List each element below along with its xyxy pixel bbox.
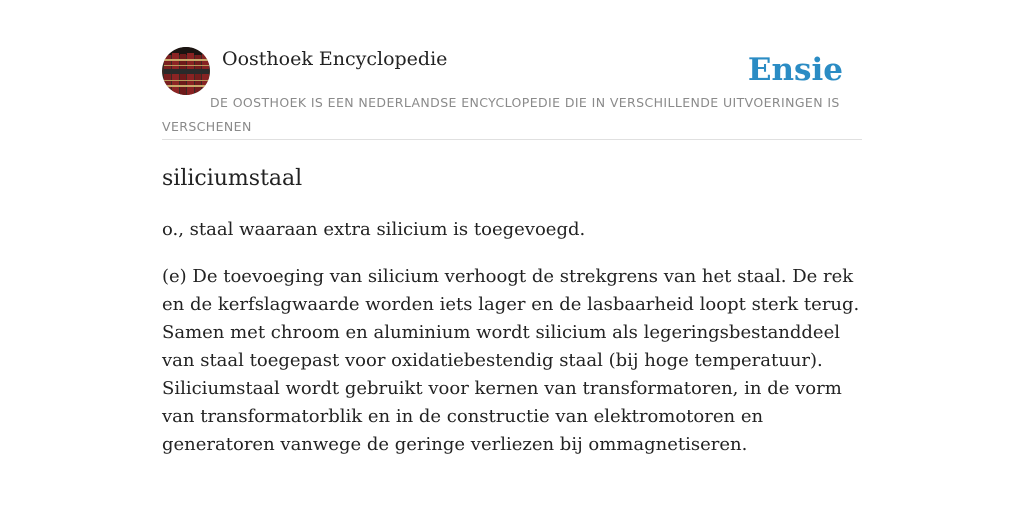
- source-tagline: DE OOSTHOEK IS EEN NEDERLANDSE ENCYCLOPEDIE DIE IN VERSCHILLENDE UITVOERINGEN IS VERSCHENEN: [162, 95, 840, 134]
- source-name[interactable]: Oosthoek Encyclopedie: [222, 48, 448, 70]
- short-definition: o., staal waaraan extra silicium is toegevoegd.: [162, 219, 586, 240]
- entry-title: siliciumstaal: [162, 166, 303, 191]
- brand-logo[interactable]: Ensie: [747, 52, 843, 88]
- book-spines-icon: [162, 47, 210, 95]
- long-definition: (e) De toevoeging van silicium verhoogt de strekgrens van het staal. De rek en de kerfslagwaarde worden iets lager en de lasbaarheid loopt sterk terug. Samen met chroom en aluminium wordt silicium als legeringsbestanddeel van staal toegepast voor oxidatiebestendig staal (bij hoge temperatuur). Siliciumstaal wordt gebruikt voor kernen van transformatoren, in de vorm van transformatorblik en in de constructie van elektromotoren en generatoren vanwege de geringe verliezen bij ommagnetiseren.: [162, 266, 860, 455]
- source-header: [162, 46, 862, 140]
- source-avatar[interactable]: [162, 47, 210, 95]
